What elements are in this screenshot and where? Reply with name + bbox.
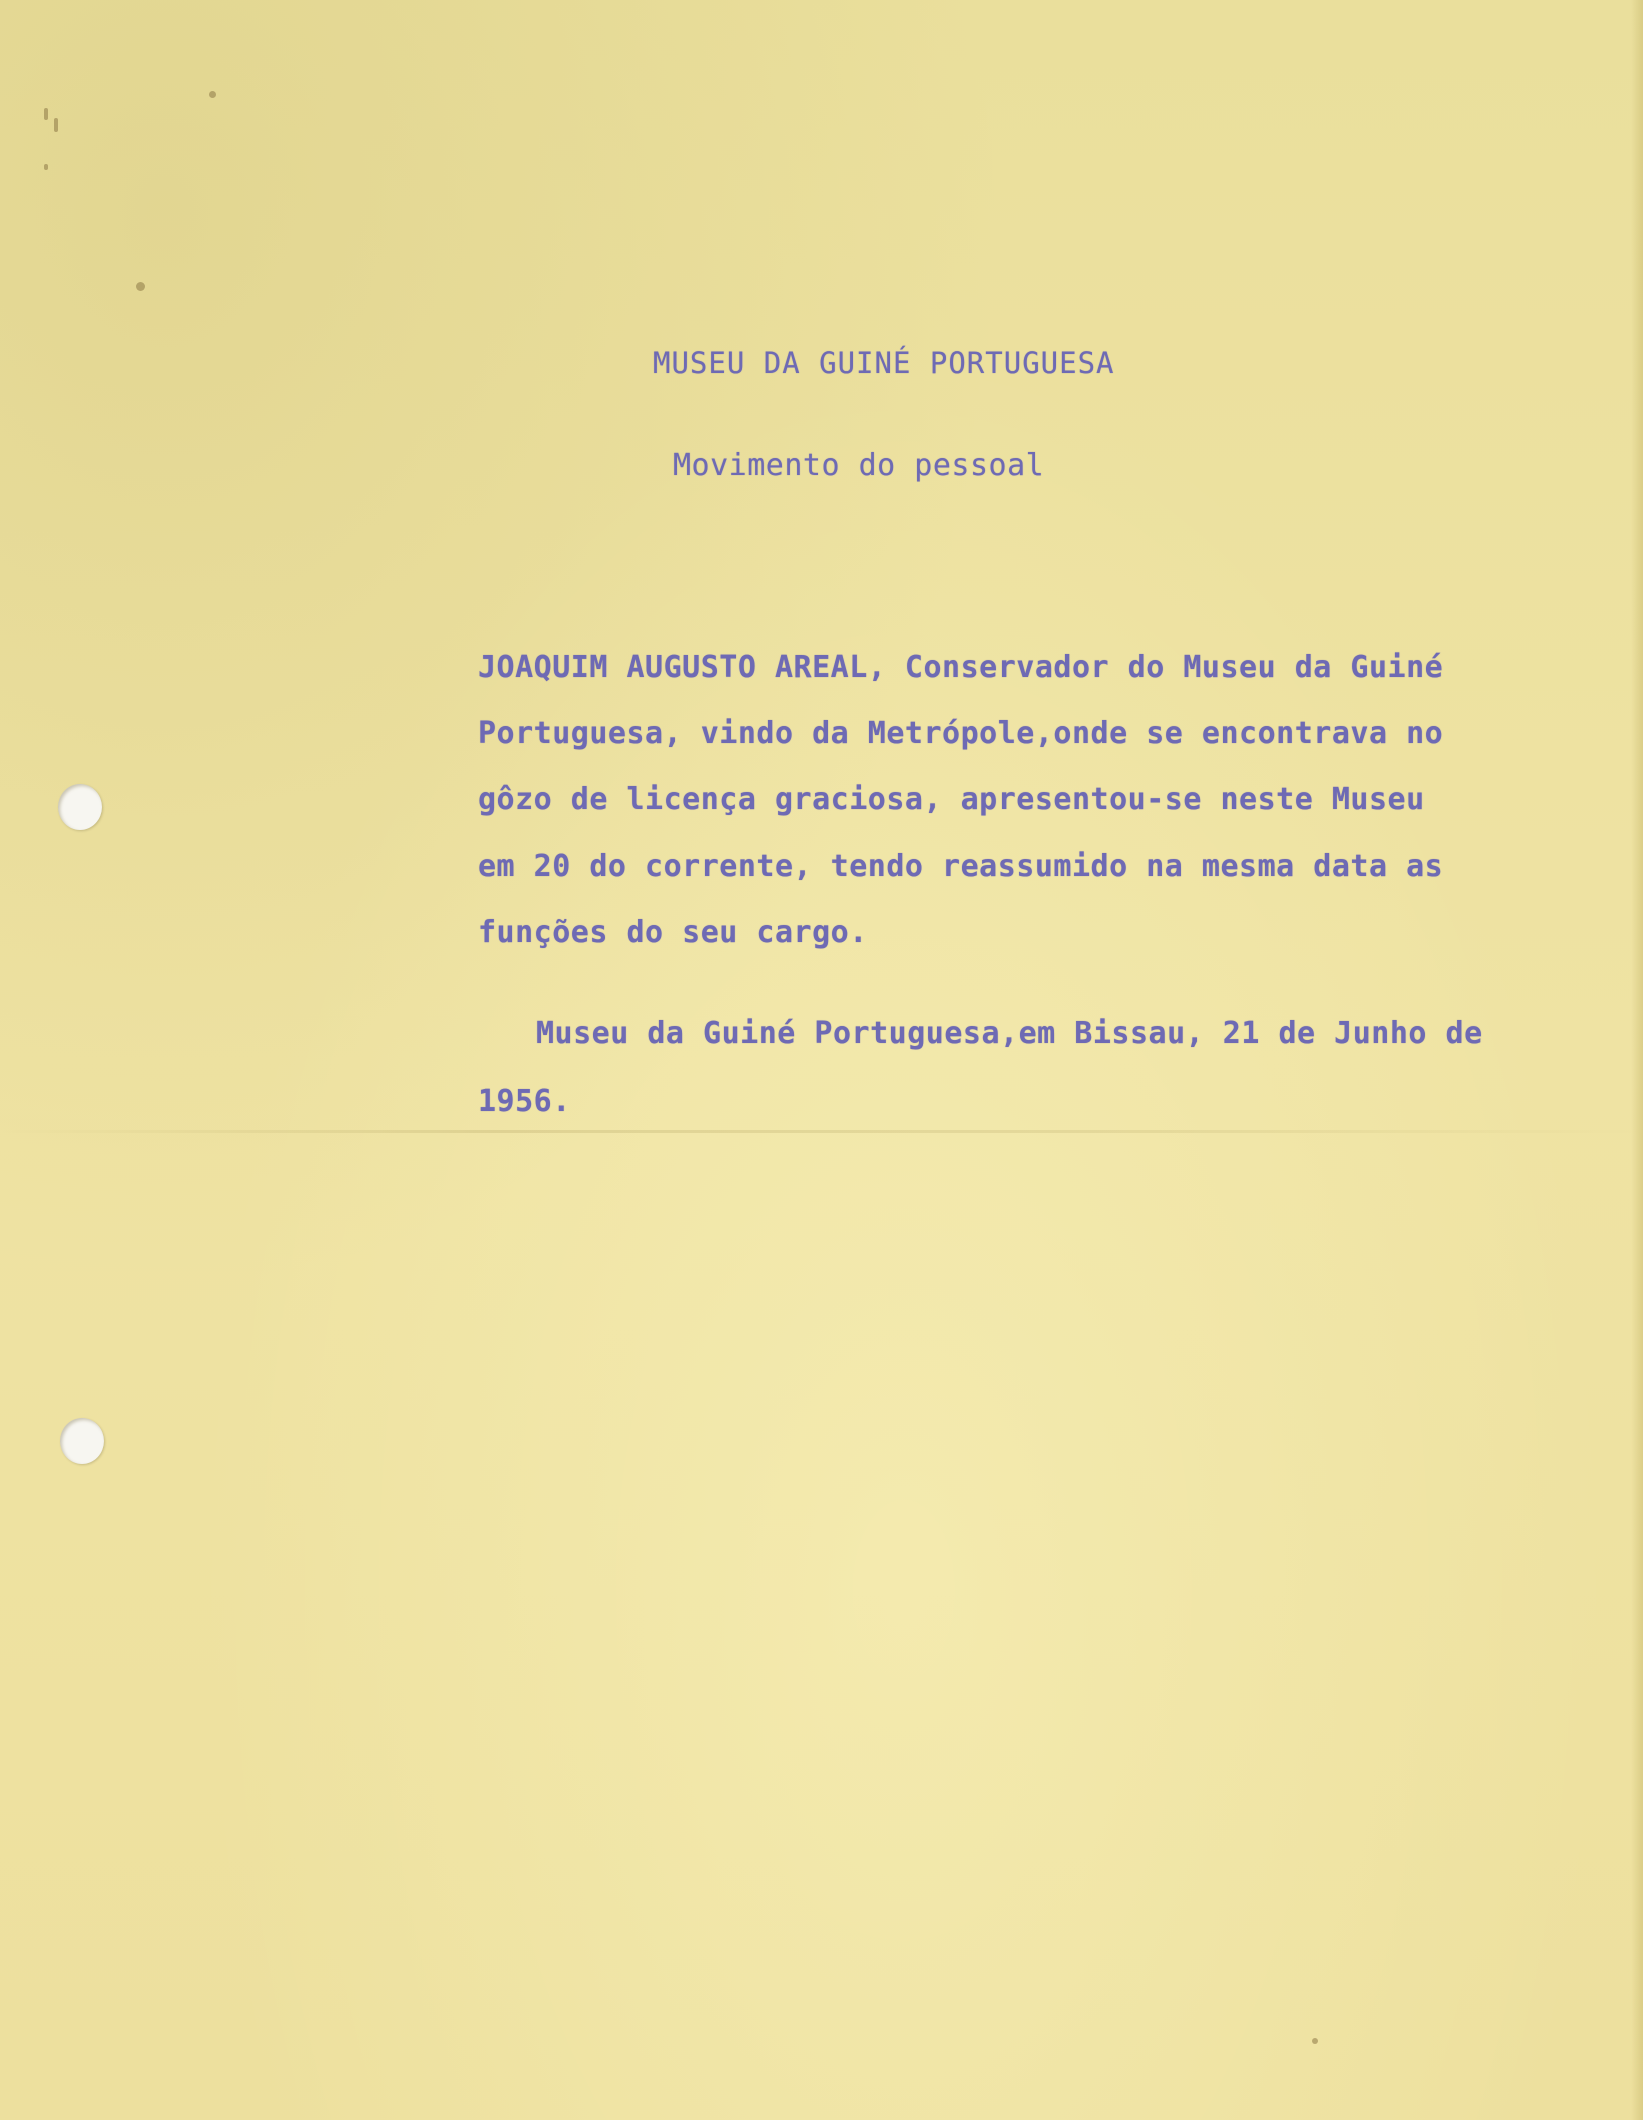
punch-hole-bottom bbox=[60, 1418, 104, 1464]
paper-fold-line bbox=[0, 1130, 1643, 1133]
body-line: funções do seu cargo. bbox=[478, 915, 868, 950]
place-and-date: Museu da Guiné Portuguesa,em Bissau, 21 de Junho de bbox=[536, 1016, 1483, 1051]
paper-speck bbox=[1312, 2038, 1318, 2044]
paper-edge-shadow bbox=[1631, 0, 1643, 2120]
document-heading: MUSEU DA GUINÉ PORTUGUESA bbox=[653, 346, 1115, 380]
body-line: gôzo de licença graciosa, apresentou-se neste Museu bbox=[478, 782, 1425, 817]
paper-speck bbox=[136, 282, 145, 291]
paper-mark bbox=[54, 118, 58, 132]
paper-mark bbox=[44, 108, 48, 120]
paper-mark bbox=[44, 164, 48, 170]
punch-hole-top bbox=[58, 784, 102, 830]
body-line: JOAQUIM AUGUSTO AREAL, Conservador do Museu da Guiné bbox=[478, 650, 1444, 685]
date-year: 1956. bbox=[478, 1084, 571, 1119]
body-line: Portuguesa, vindo da Metrópole,onde se encontrava no bbox=[478, 716, 1444, 751]
body-line: em 20 do corrente, tendo reassumido na mesma data as bbox=[478, 849, 1444, 884]
paper-speck bbox=[209, 91, 216, 98]
document-subheading: Movimento do pessoal bbox=[673, 448, 1045, 483]
